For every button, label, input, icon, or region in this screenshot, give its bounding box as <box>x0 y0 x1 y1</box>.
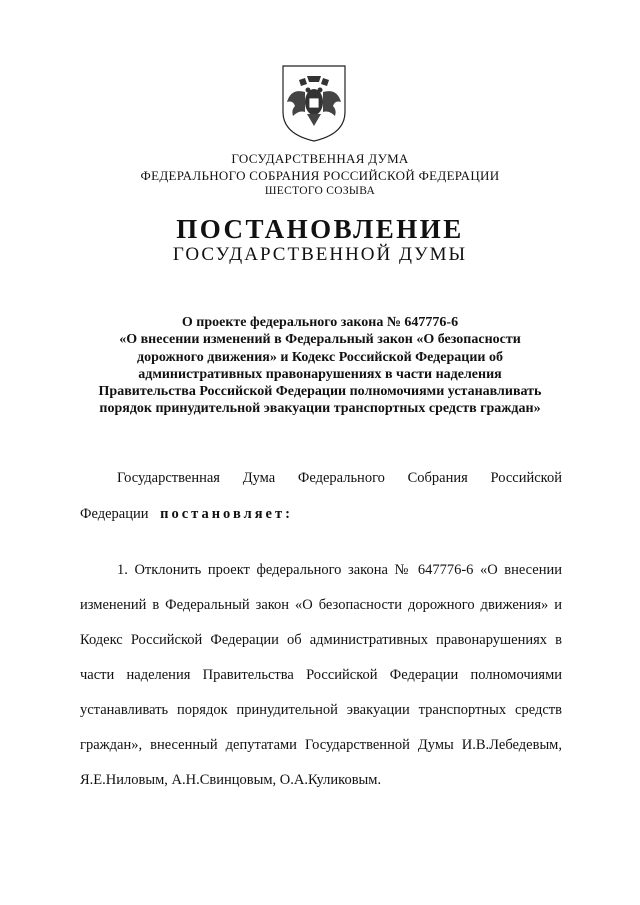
subject-line: порядок принудительной эвакуации транспортных средств граждан» <box>99 401 541 417</box>
document-subtitle: ГОСУДАРСТВЕННОЙ ДУМЫ <box>172 244 468 265</box>
document-title: ПОСТАНОВЛЕНИЕ <box>176 214 464 244</box>
subject-line: «О внесении изменений в Федеральный закон «О безопасности <box>119 332 521 348</box>
preamble-federation: Федерации <box>80 506 149 522</box>
document-subject <box>60 314 580 418</box>
header-line-federal-assembly: ФЕДЕРАЛЬНОГО СОБРАНИЯ РОССИЙСКОЙ ФЕДЕРАЦИИ <box>140 168 500 183</box>
header-line-convocation: ШЕСТОГО СОЗЫВА <box>264 185 376 197</box>
coat-of-arms-icon <box>279 62 349 144</box>
item-line: 1. Отклонить проект федерального закона № 647776-6 «О внесении <box>117 562 562 578</box>
subject-line: дорожного движения» и Кодекс Российской Федерации об <box>137 349 503 365</box>
preamble-line <box>80 506 562 523</box>
subject-line: О проекте федерального закона № 647776-6 <box>181 315 459 330</box>
preamble-line: Государственная Дума Федерального Собрания Российской <box>117 470 562 486</box>
item-line: Кодекс Российской Федерации об административных правонарушениях в <box>80 632 562 648</box>
item-line: части наделения Правительства Российской Федерации полномочиями <box>80 667 562 683</box>
item-line: изменений в Федеральный закон «О безопасности дорожного движения» и <box>80 597 562 613</box>
item-line: Я.Е.Ниловым, А.Н.Свинцовым, О.А.Куликовым. <box>80 772 382 788</box>
preamble-action: постановляет: <box>160 506 293 522</box>
subject-line: Правительства Российской Федерации полномочиями устанавливать <box>98 384 542 400</box>
header-line-duma: ГОСУДАРСТВЕННАЯ ДУМА <box>231 151 409 166</box>
item-line: граждан», внесенный депутатами Государственной Думы И.В.Лебедевым, <box>80 737 562 753</box>
item-line: устанавливать порядок принудительной эвакуации транспортных средств <box>80 702 562 718</box>
subject-line: административных правонарушениях в части наделения <box>138 366 502 382</box>
